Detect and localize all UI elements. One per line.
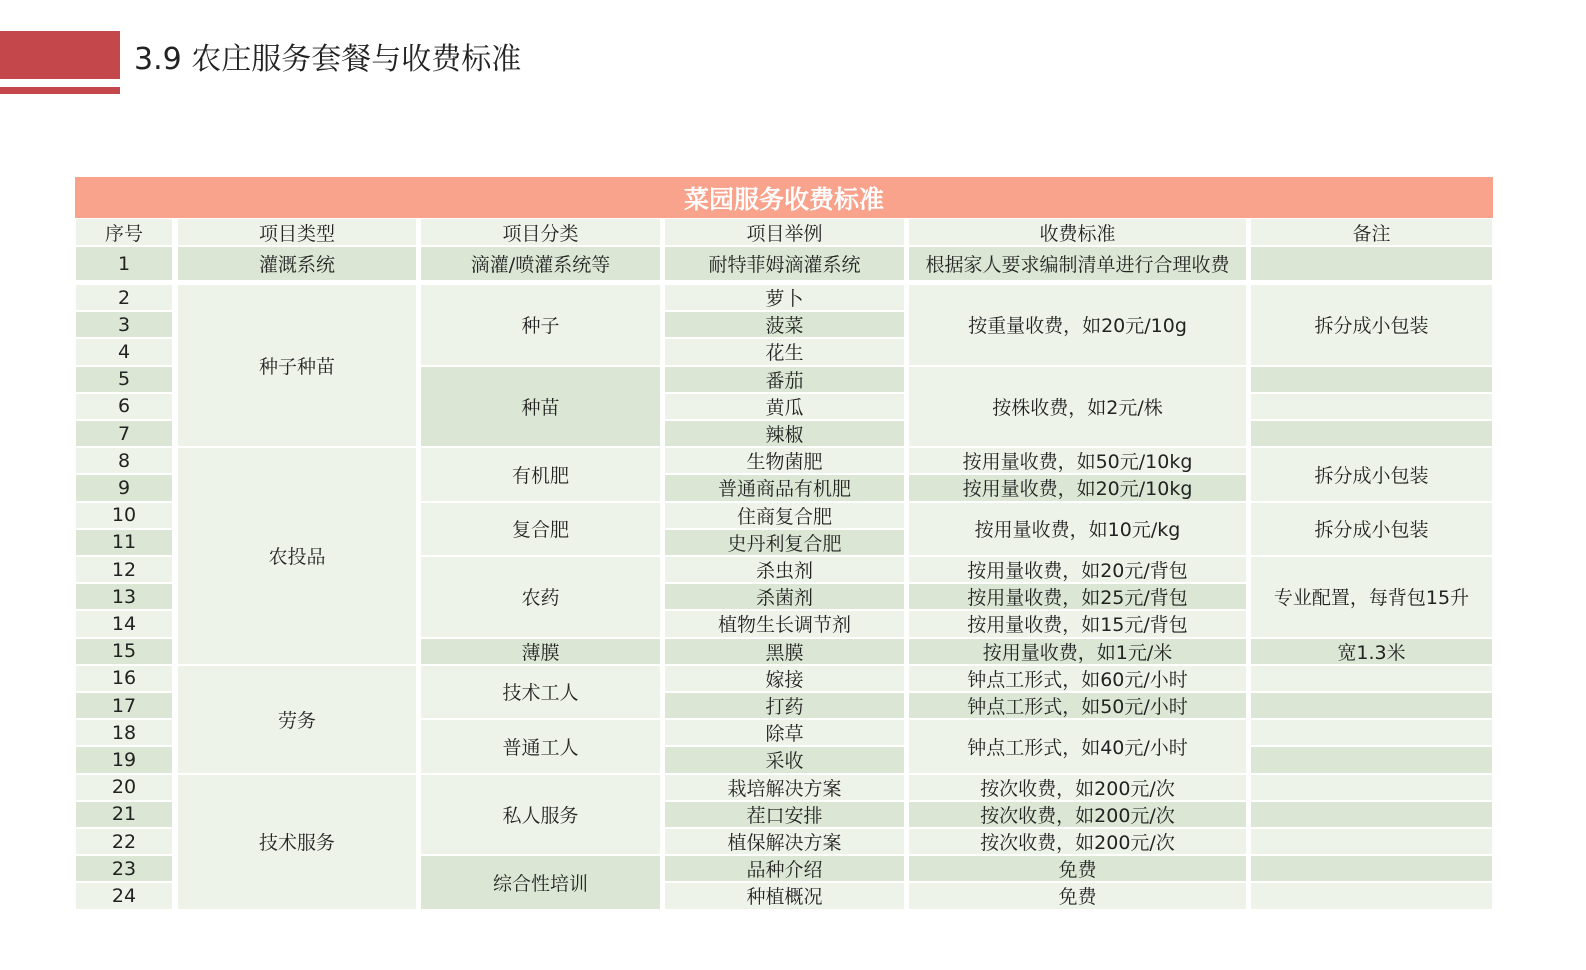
- table-title: 菜园服务收费标准: [75, 177, 1493, 218]
- fee-cell: 按用量收费，如1元/米: [909, 639, 1246, 664]
- row-number: 1: [76, 247, 172, 280]
- fee-cell: 钟点工形式，如50元/小时: [909, 693, 1246, 718]
- example-cell: 黄瓜: [665, 394, 904, 419]
- category-cell: 有机肥: [421, 448, 660, 500]
- category-cell: 滴灌/喷灌系统等: [421, 247, 660, 280]
- category-cell: 农药: [421, 557, 660, 637]
- example-cell: 菠菜: [665, 312, 904, 337]
- row-number: 16: [76, 666, 172, 691]
- note-cell: [1251, 394, 1492, 419]
- row-number: 23: [76, 856, 172, 881]
- row-number: 15: [76, 639, 172, 664]
- example-cell: 耐特菲姆滴灌系统: [665, 247, 904, 280]
- title-accent-block: [0, 31, 120, 79]
- col-header-category: 项目分类: [421, 219, 660, 245]
- col-header-note: 备注: [1251, 219, 1492, 245]
- example-cell: 采收: [665, 747, 904, 772]
- example-cell: 生物菌肥: [665, 448, 904, 473]
- fee-cell: 按用量收费，如20元/10kg: [909, 475, 1246, 500]
- example-cell: 花生: [665, 339, 904, 364]
- category-cell: 技术工人: [421, 666, 660, 718]
- fee-cell: 按用量收费，如25元/背包: [909, 584, 1246, 609]
- note-cell: [1251, 367, 1492, 392]
- note-cell: 专业配置，每背包15升: [1251, 557, 1492, 637]
- row-number: 14: [76, 611, 172, 636]
- type-cell: 种子种苗: [178, 285, 416, 446]
- fee-cell: 按用量收费，如50元/10kg: [909, 448, 1246, 473]
- note-cell: 拆分成小包装: [1251, 285, 1492, 365]
- note-cell: [1251, 883, 1492, 908]
- row-number: 9: [76, 475, 172, 500]
- fee-cell: 钟点工形式，如40元/小时: [909, 720, 1246, 772]
- example-cell: 住商复合肥: [665, 503, 904, 528]
- example-cell: 除草: [665, 720, 904, 745]
- fee-cell: 按次收费，如200元/次: [909, 775, 1246, 800]
- note-cell: [1251, 856, 1492, 881]
- example-cell: 茬口安排: [665, 802, 904, 827]
- example-cell: 栽培解决方案: [665, 775, 904, 800]
- row-number: 18: [76, 720, 172, 745]
- fee-table: [75, 177, 1493, 907]
- fee-cell: 按用量收费，如10元/kg: [909, 503, 1246, 555]
- example-cell: 嫁接: [665, 666, 904, 691]
- type-cell: 劳务: [178, 666, 416, 773]
- row-number: 13: [76, 584, 172, 609]
- example-cell: 打药: [665, 693, 904, 718]
- example-cell: 杀菌剂: [665, 584, 904, 609]
- row-number: 6: [76, 394, 172, 419]
- category-cell: 种苗: [421, 367, 660, 447]
- type-cell: 技术服务: [178, 775, 416, 909]
- row-number: 21: [76, 802, 172, 827]
- note-cell: [1251, 421, 1492, 446]
- fee-cell: 按重量收费，如20元/10g: [909, 285, 1246, 365]
- type-cell: 农投品: [178, 448, 416, 664]
- row-number: 3: [76, 312, 172, 337]
- row-number: 20: [76, 775, 172, 800]
- row-number: 4: [76, 339, 172, 364]
- fee-cell: 按次收费，如200元/次: [909, 829, 1246, 854]
- example-cell: 辣椒: [665, 421, 904, 446]
- row-number: 17: [76, 693, 172, 718]
- example-cell: 品种介绍: [665, 856, 904, 881]
- note-cell: [1251, 829, 1492, 854]
- category-cell: 种子: [421, 285, 660, 365]
- row-number: 22: [76, 829, 172, 854]
- col-header-no: 序号: [76, 219, 172, 245]
- row-number: 11: [76, 530, 172, 555]
- example-cell: 史丹利复合肥: [665, 530, 904, 555]
- category-cell: 私人服务: [421, 775, 660, 855]
- note-cell: [1251, 775, 1492, 800]
- example-cell: 植保解决方案: [665, 829, 904, 854]
- fee-cell: 根据家人要求编制清单进行合理收费: [909, 247, 1246, 280]
- note-cell: 宽1.3米: [1251, 639, 1492, 664]
- row-number: 8: [76, 448, 172, 473]
- row-number: 7: [76, 421, 172, 446]
- category-cell: 普通工人: [421, 720, 660, 772]
- col-header-fee: 收费标准: [909, 219, 1246, 245]
- fee-cell: 钟点工形式，如60元/小时: [909, 666, 1246, 691]
- example-cell: 植物生长调节剂: [665, 611, 904, 636]
- note-cell: [1251, 666, 1492, 691]
- example-cell: 种植概况: [665, 883, 904, 908]
- row-number: 12: [76, 557, 172, 582]
- note-cell: [1251, 747, 1492, 772]
- fee-cell: 按用量收费，如15元/背包: [909, 611, 1246, 636]
- note-cell: [1251, 693, 1492, 718]
- example-cell: 番茄: [665, 367, 904, 392]
- example-cell: 普通商品有机肥: [665, 475, 904, 500]
- title-accent-bar: [0, 87, 120, 94]
- fee-cell: 按株收费，如2元/株: [909, 367, 1246, 447]
- fee-cell: 按次收费，如200元/次: [909, 802, 1246, 827]
- page-title: 3.9 农庄服务套餐与收费标准: [134, 42, 522, 77]
- row-number: 5: [76, 367, 172, 392]
- example-cell: 萝卜: [665, 285, 904, 310]
- row-number: 19: [76, 747, 172, 772]
- fee-cell: 免费: [909, 856, 1246, 881]
- col-header-type: 项目类型: [178, 219, 416, 245]
- fee-cell: 免费: [909, 883, 1246, 908]
- col-header-example: 项目举例: [665, 219, 904, 245]
- category-cell: 综合性培训: [421, 856, 660, 908]
- note-cell: [1251, 720, 1492, 745]
- category-cell: 复合肥: [421, 503, 660, 555]
- type-cell: 灌溉系统: [178, 247, 416, 280]
- example-cell: 黑膜: [665, 639, 904, 664]
- note-cell: [1251, 247, 1492, 280]
- row-number: 24: [76, 883, 172, 908]
- note-cell: 拆分成小包装: [1251, 503, 1492, 555]
- category-cell: 薄膜: [421, 639, 660, 664]
- note-cell: 拆分成小包装: [1251, 448, 1492, 500]
- row-number: 10: [76, 503, 172, 528]
- note-cell: [1251, 802, 1492, 827]
- fee-cell: 按用量收费，如20元/背包: [909, 557, 1246, 582]
- example-cell: 杀虫剂: [665, 557, 904, 582]
- row-number: 2: [76, 285, 172, 310]
